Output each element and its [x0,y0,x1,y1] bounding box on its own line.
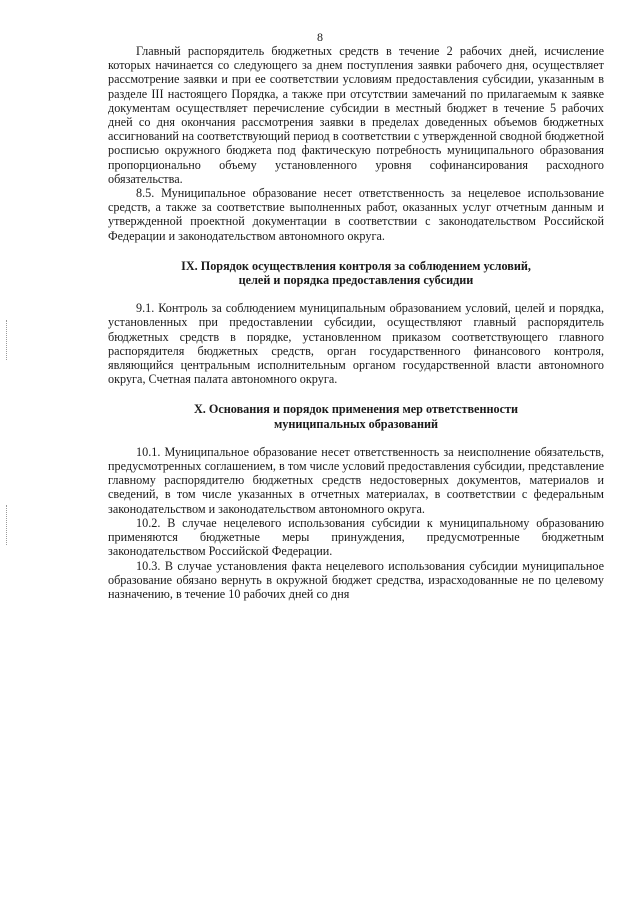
paragraph: 10.3. В случае установления факта нецелевого использования субсидии муниципальное образование обязано вернуть в окружной бюджет средства, израсходованные не по целевому назначению, в течение 10 рабочих дней со дня [108,558,604,601]
section-heading-line: муниципальных образований [273,416,439,431]
section-heading-line: IX. Порядок осуществления контроля за соблюдением условий, [181,258,531,273]
section-heading-line: X. Основания и порядок применения мер ответственности [193,402,519,417]
paragraph: 10.1. Муниципальное образование несет ответственность за неисполнение обязательств, предусмотренных соглашением, в том числе условий предоставления субсидии, представление главному распорядителю бюджетных средств недостоверных документов, материалов и сведений, в том числе указанных в отчетных материалах, в соответствии с федеральным законодательством и законодательством автономного округа. [108,444,604,516]
paragraph: Главный распорядитель бюджетных средств в течение 2 рабочих дней, исчисление которых начинается со следующего за днем поступления заявки рабочего дня, осуществляет рассмотрение заявки и при ее соответствии условиям предоставления субсидии, указанным в разделе III настоящего Порядка, а также при отсутствии замечаний по прилагаемым к заявке документам осуществляет перечисление субсидии в местный бюджет в течение 5 рабочих дней со дня окончания рассмотрения заявки в пределах доведенных объемов бюджетных ассигнований на соответствующий период в соответствии с утвержденной сводной бюджетной росписью окружного бюджета под фактическую потребность муниципального образования пропорционально объему установленного уровня софинансирования расходного обязательства. [108,44,604,186]
paragraph: 8.5. Муниципальное образование несет ответственность за нецелевое использование средств, а также за соответствие выполненных работ, оказанных услуг отчетным данным и утвержденной проектной документации в соответствии с законодательством Российской Федерации и законодательством автономного округа. [108,186,604,243]
paragraph: 10.2. В случае нецелевого использования субсидии к муниципальному образованию применяются бюджетные меры принуждения, предусмотренные бюджетным законодательством Российской Федерации. [108,515,604,559]
binding-margin-mark [6,320,8,360]
page-number: 8 [317,30,323,44]
binding-margin-mark [6,505,8,545]
document-body [108,44,604,601]
section-heading [108,402,604,430]
section-heading-line: целей и порядка предоставления субсидии [238,273,474,288]
section-heading [108,259,604,287]
paragraph: 9.1. Контроль за соблюдением муниципальным образованием условий, целей и порядка, установленных при предоставлении субсидии, осуществляют главный распорядитель бюджетных средств в порядке, установленном приказом соответствующего главного распорядителя бюджетных средств, орган государственного финансового контроля, являющийся центральным исполнительным органом государственной власти автономного округа, Счетная палата автономного округа. [108,301,604,387]
